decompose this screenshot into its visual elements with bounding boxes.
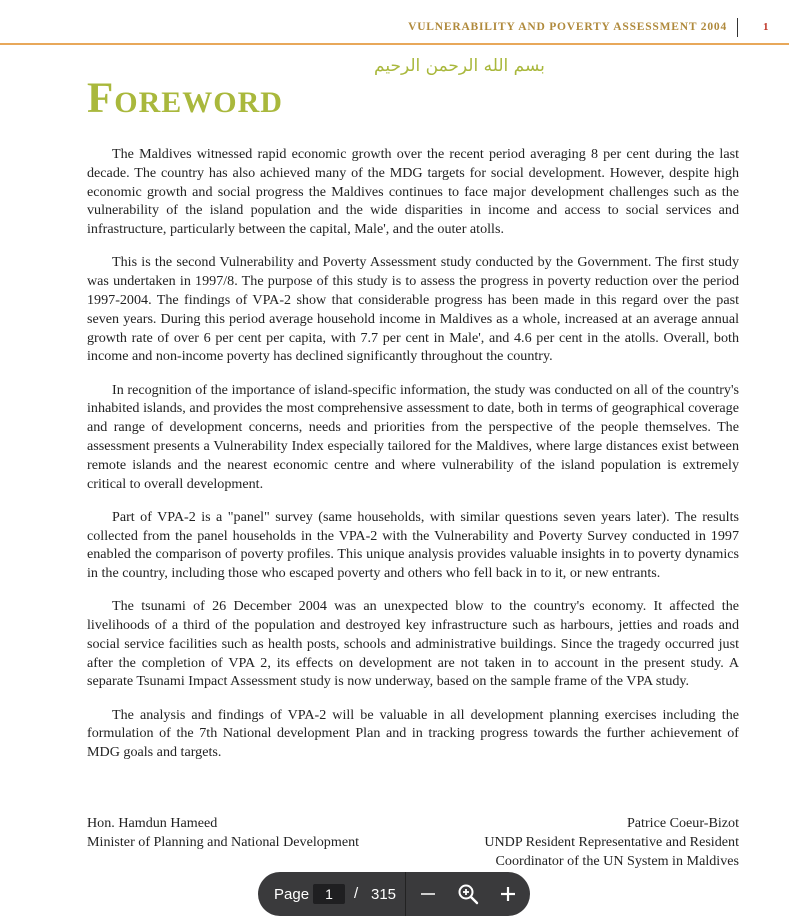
- header-title: VULNERABILITY AND POVERTY ASSESSMENT 2004: [408, 21, 727, 33]
- signature-right-title-line1: UNDP Resident Representative and Resident: [484, 833, 739, 850]
- page-header: [0, 0, 789, 45]
- toolbar-divider: [405, 872, 406, 916]
- signature-right-title-line2: Coordinator of the UN System in Maldives: [495, 852, 739, 869]
- paragraph: This is the second Vulnerability and Poverty Assessment study conducted by the Government. The first study was undertaken in 1997/8. The purpose of this study is to assess the progress in poverty reduction over the period 1997-2004. The findings of VPA-2 show that considerable progress has been made in this regard over the past seven years. During this period average household income in Maldives as a whole, increased at an average annual growth rate of over 6 per cent per capita, with 7.7 per cent in Male', and 4.6 per cent in the atolls. Overall, both income and non-income poverty has declined significantly throughout the country.: [87, 254, 739, 365]
- zoom-out-button[interactable]: [416, 882, 440, 906]
- minus-icon: [416, 882, 440, 906]
- paragraph: The tsunami of 26 December 2004 was an unexpected blow to the country's economy. It affected the livelihoods of a third of the population and destroyed key infrastructure such as harbours, jetties and roads and social service facilities such as health posts, schools and administrative buildings. Since the tragedy occurred just after the completion of VPA 2, its effects on development are not taken in to account in the present study. A separate Tsunami Impact Assessment study is now underway, based on the sample frame of the VPA study.: [87, 598, 739, 690]
- signature-right: [439, 814, 739, 870]
- calligraphy-basmala: بسم الله الرحمن الرحيم: [374, 56, 545, 76]
- signature-right-name: Patrice Coeur-Bizot: [626, 815, 739, 831]
- pdf-page-toolbar: [258, 872, 530, 916]
- plus-icon: [496, 882, 520, 906]
- page-separator: /: [354, 885, 359, 902]
- signature-left: [87, 814, 359, 852]
- header-page-number: 1: [763, 21, 769, 33]
- zoom-in-icon: [456, 882, 480, 906]
- signature-left-name: Hon. Hamdun Hameed: [87, 815, 218, 831]
- signature-left-title: Minister of Planning and National Development: [87, 833, 360, 850]
- paragraph: The analysis and findings of VPA-2 will be valuable in all development planning exercises including the formulation of the 7th National development Plan and in tracking progress towards the further achievement of MDG goals and targets.: [87, 706, 739, 761]
- paragraph: In recognition of the importance of island-specific information, the study was conducted on all of the country's inhabited islands, and provides the most comprehensive assessment to date, both in terms of geographical coverage and range of development concerns, needs and priorities from the perspective of the people themselves. The assessment presents a Vulnerability Index especially tailored for the Maldives, where large distances exist between remote islands and the nearest economic centre and where vulnerability of the island population is extremely critical to overall development.: [87, 381, 739, 492]
- page-label: Page: [274, 886, 310, 903]
- page-number-input[interactable]: 1: [313, 884, 345, 904]
- foreword-body: [87, 145, 739, 776]
- zoom-in-button[interactable]: [496, 882, 520, 906]
- page-title: Foreword: [87, 75, 283, 122]
- zoom-button[interactable]: [456, 882, 480, 906]
- paragraph: Part of VPA-2 is a "panel" survey (same households, with similar questions seven years later). The results collected from the panel households in the VPA-2 with the Vulnerability and Poverty Survey conducted in 1997 enabled the comparison of poverty profiles. This unique analysis provides valuable insights in to poverty dynamics in the country, including those who escaped poverty and others who fell back in to it, or new entrants.: [87, 508, 739, 582]
- total-pages: 315: [371, 886, 397, 903]
- header-divider: [737, 18, 738, 37]
- paragraph: The Maldives witnessed rapid economic growth over the recent period averaging 8 per cent during the last decade. The country has also achieved many of the MDG targets for social development. However, despite high economic growth and social progress the Maldives continues to face major development challenges such as the vulnerability of the island population and the wide disparities in income and access to social services and infrastructure, particularly between the capital, Male', and the outer atolls.: [87, 146, 739, 238]
